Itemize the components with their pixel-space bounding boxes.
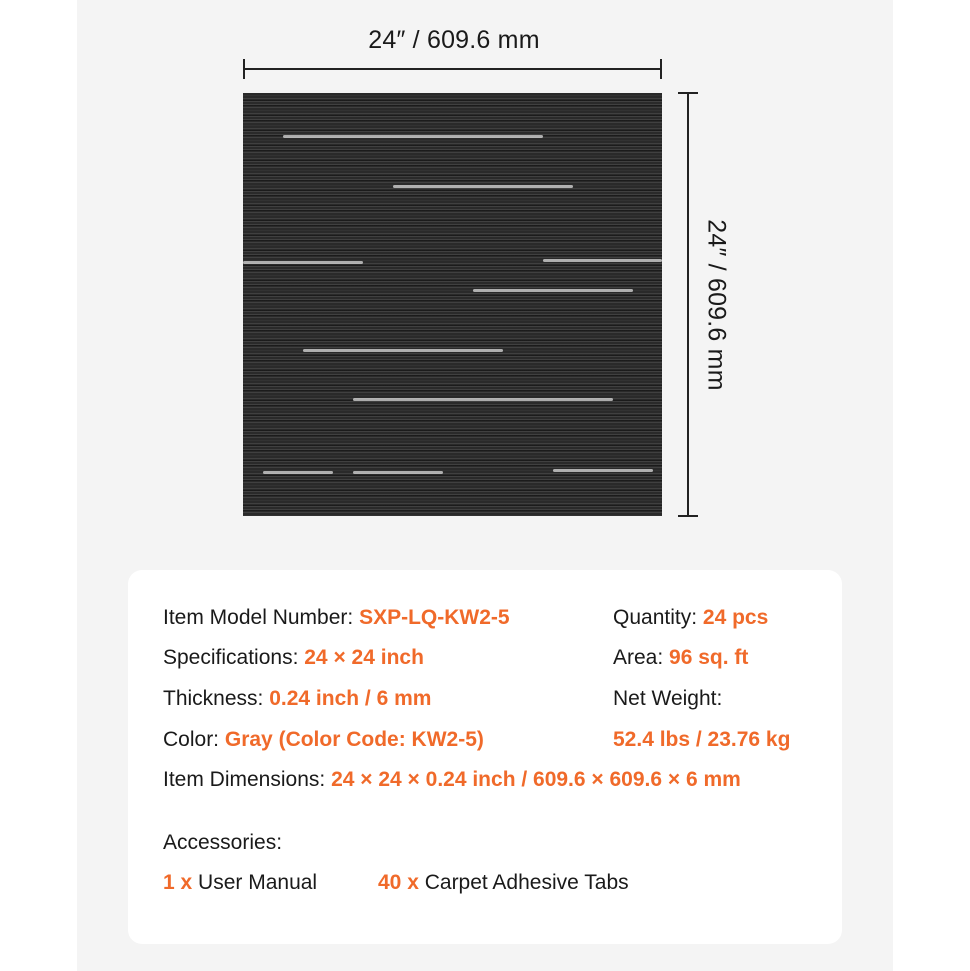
- item-dimensions-label: Item Dimensions:: [163, 768, 326, 791]
- area-value: 96 sq. ft: [669, 646, 749, 669]
- area-label: Area:: [613, 646, 664, 669]
- thickness-row: [163, 687, 431, 711]
- accessories-title: Accessories:: [163, 831, 283, 854]
- model-number-row: [163, 606, 510, 630]
- accessory-qty: 1 x: [163, 871, 193, 894]
- specifications-label: Specifications:: [163, 646, 299, 669]
- quantity-row: [613, 606, 768, 630]
- width-dimension-tick-left: [243, 59, 245, 79]
- tile-streak: [353, 471, 443, 474]
- accessory-qty: 40 x: [378, 871, 419, 894]
- width-dimension-tick-right: [660, 59, 662, 79]
- specifications-row: [163, 646, 424, 670]
- net-weight-value: 52.4 lbs / 23.76 kg: [613, 728, 791, 751]
- specifications-value: 24 × 24 inch: [304, 646, 424, 669]
- color-row: [163, 728, 484, 752]
- height-dimension-label: 24″ / 609.6 mm: [702, 219, 731, 391]
- tile-streak: [303, 349, 503, 352]
- carpet-tile-image: [243, 93, 662, 516]
- width-dimension-label: 24″ / 609.6 mm: [368, 26, 540, 54]
- accessory-name: User Manual: [198, 871, 318, 894]
- accessory-name: Carpet Adhesive Tabs: [424, 871, 629, 894]
- quantity-value: 24 pcs: [702, 606, 769, 629]
- color-value: Gray (Color Code: KW2-5): [224, 728, 484, 751]
- accessory-item: [378, 871, 629, 895]
- tile-streak: [283, 135, 543, 138]
- area-row: [613, 646, 748, 670]
- item-dimensions-value: 24 × 24 × 0.24 inch / 609.6 × 609.6 × 6 mm: [331, 768, 741, 791]
- item-dimensions-row: [163, 768, 741, 792]
- model-number-value: SXP-LQ-KW2-5: [359, 606, 510, 629]
- net-weight-label: Net Weight:: [613, 687, 723, 710]
- tile-streak: [353, 398, 613, 401]
- height-dimension-tick-top: [678, 92, 698, 94]
- height-dimension-tick-bottom: [678, 515, 698, 517]
- accessory-item: [163, 871, 317, 895]
- tile-streak: [473, 289, 633, 292]
- tile-streak: [553, 469, 653, 472]
- height-dimension-line: [687, 93, 689, 516]
- tile-streak: [263, 471, 333, 474]
- tile-streak: [543, 259, 662, 262]
- model-number-label: Item Model Number:: [163, 606, 354, 629]
- thickness-value: 0.24 inch / 6 mm: [269, 687, 432, 710]
- width-dimension-line: [244, 68, 662, 70]
- tile-streak: [393, 185, 573, 188]
- quantity-label: Quantity:: [613, 606, 698, 629]
- color-label: Color:: [163, 728, 220, 751]
- tile-streak: [243, 261, 363, 264]
- thickness-label: Thickness:: [163, 687, 264, 710]
